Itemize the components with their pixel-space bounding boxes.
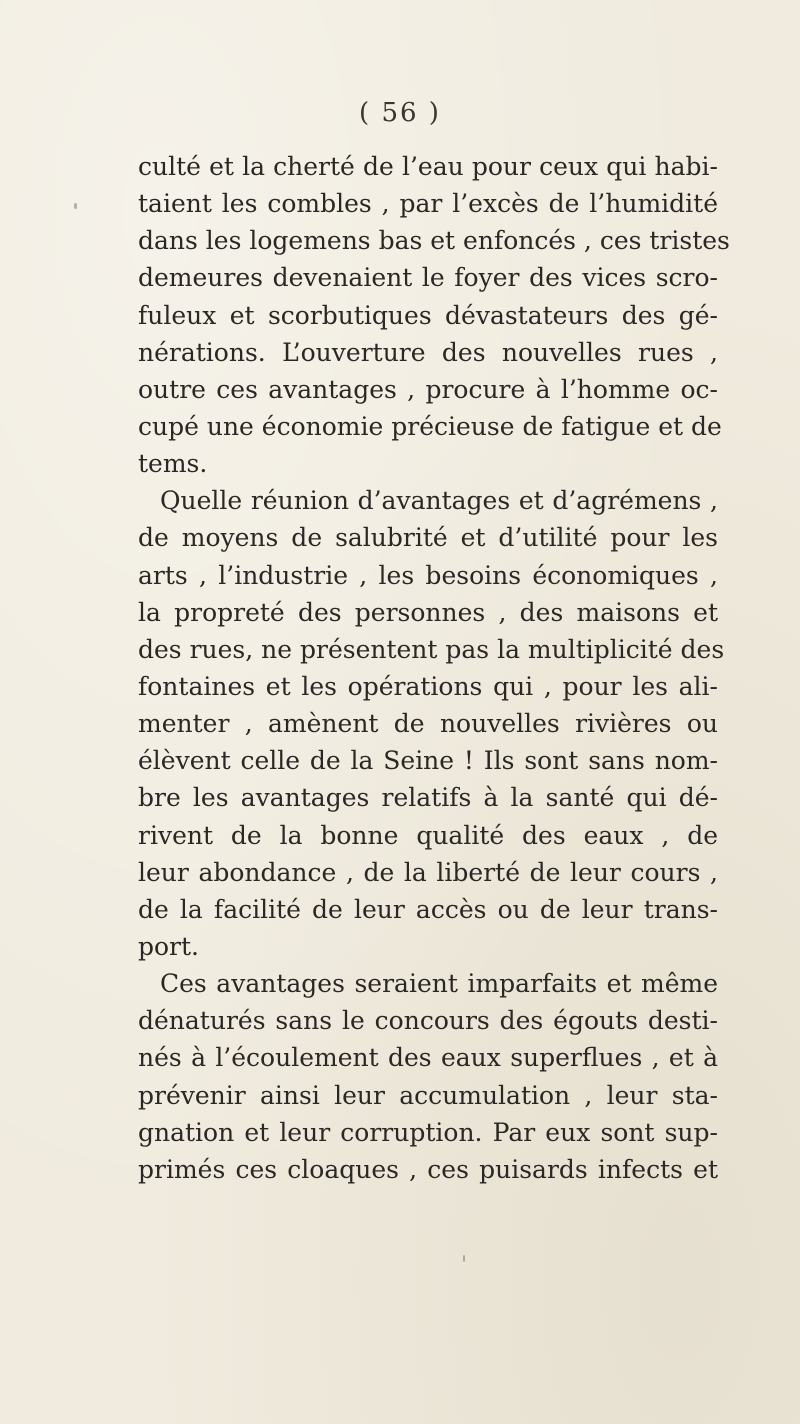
text-line: élèvent celle de la Seine ! Ils sont sans nom- xyxy=(138,746,718,776)
text-line: leur abondance , de la liberté de leur cours , xyxy=(138,857,718,887)
text-line: taient les combles , par l’excès de l’humidité xyxy=(138,189,718,219)
text-line: gnation et leur corruption. Par eux sont sup- xyxy=(138,1117,718,1147)
text-line: de la facilité de leur accès ou de leur trans- xyxy=(138,894,718,924)
text-line: de moyens de salubrité et d’utilité pour les xyxy=(138,523,718,553)
text-line: demeures devenaient le foyer des vices scro- xyxy=(138,263,718,293)
text-line: menter , amènent de nouvelles rivières ou xyxy=(138,709,718,739)
text-line: culté et la cherté de l’eau pour ceux qui habi- xyxy=(138,152,718,181)
paragraph-start-line: Quelle réunion d’avantages et d’agrémens , xyxy=(160,486,718,516)
text-line: tems. xyxy=(138,449,208,479)
body-text xyxy=(138,148,730,1188)
text-line: bre les avantages relatifs à la santé qui dé- xyxy=(138,783,718,813)
text-line: primés ces cloaques , ces puisards infects et xyxy=(138,1154,718,1184)
text-line: prévenir ainsi leur accumulation , leur sta- xyxy=(138,1080,718,1110)
text-line: nérations. L’ouverture des nouvelles rues , xyxy=(138,337,718,367)
paragraph-start-line: Ces avantages seraient imparfaits et même xyxy=(160,969,718,999)
ink-speck xyxy=(74,203,77,209)
text-line: dans les logemens bas et enfoncés , ces tristes xyxy=(138,226,730,256)
page-number: ( 56 ) xyxy=(359,98,441,128)
text-line: cupé une économie précieuse de fatigue et de xyxy=(138,411,722,441)
text-line: port. xyxy=(138,931,199,961)
text-line: fontaines et les opérations qui , pour les ali- xyxy=(138,671,718,701)
text-line: fuleux et scorbutiques dévastateurs des gé- xyxy=(138,300,718,330)
text-line: outre ces avantages , procure à l’homme oc- xyxy=(138,374,718,404)
text-line: arts , l’industrie , les besoins économiques , xyxy=(138,560,718,590)
text-line: nés à l’écoulement des eaux superflues , et à xyxy=(138,1043,718,1073)
ink-speck xyxy=(463,1255,465,1262)
text-line: la propreté des personnes , des maisons et xyxy=(138,597,718,627)
text-line: des rues, ne présentent pas la multiplicité des xyxy=(138,634,725,664)
text-line: dénaturés sans le concours des égouts desti- xyxy=(138,1006,718,1036)
text-line: rivent de la bonne qualité des eaux , de xyxy=(138,820,718,850)
